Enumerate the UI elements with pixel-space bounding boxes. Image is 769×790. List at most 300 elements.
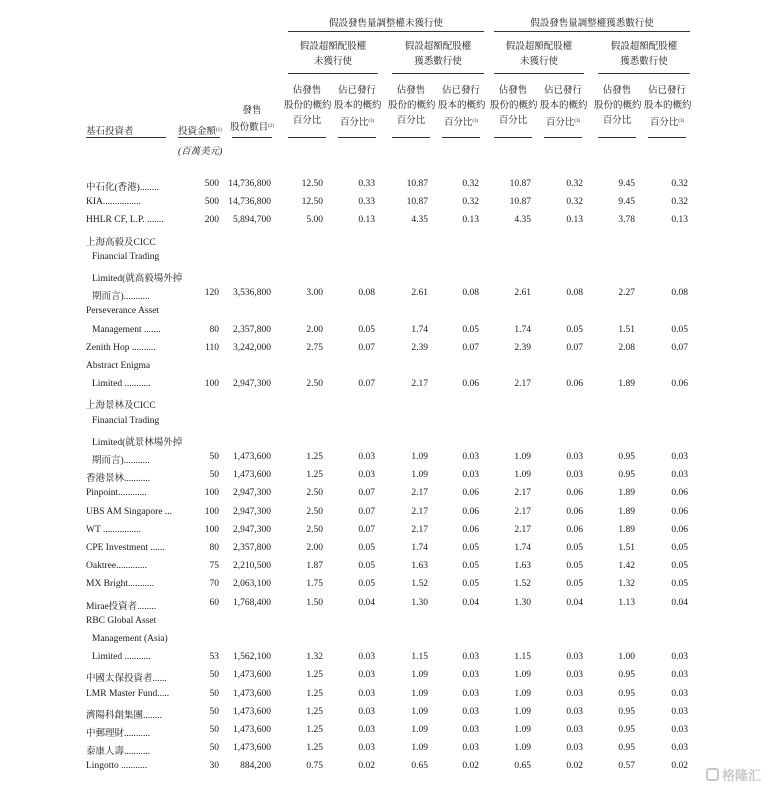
table-cell: 884,200 (240, 761, 271, 772)
table-cell: 1.09 (411, 688, 428, 699)
col-header-pct-issued: 佔已發行 股本的概約 百分比$^{(3)}$ (334, 86, 382, 128)
table-cell: 0.05 (462, 561, 479, 572)
table-cell: 0.03 (671, 688, 688, 699)
table-cell: 0.03 (358, 470, 375, 481)
table-cell: 0.02 (462, 761, 479, 772)
header-rule (232, 137, 272, 138)
header-rule (288, 73, 378, 74)
table-cell: 50 (209, 725, 219, 735)
col-header-pct-issued: 佔已發行 股本的概約 百分比$^{(3)}$ (644, 86, 692, 128)
watermark: 格隆汇 (706, 765, 761, 784)
investor-name: 中郵理財........... (86, 729, 151, 739)
table-cell: 1,768,400 (233, 597, 271, 608)
table-cell: 0.06 (566, 488, 583, 499)
table-cell: 2.75 (306, 342, 323, 353)
table-cell: 14,736,800 (228, 197, 271, 208)
investor-name: Zenith Hop .......... (86, 342, 156, 353)
table-cell: 0.75 (306, 761, 323, 772)
table-cell: 70 (209, 579, 219, 590)
table-cell: 3,242,000 (233, 342, 271, 353)
table-cell: 10.87 (509, 197, 531, 208)
table-cell: 0.02 (358, 761, 375, 772)
table-cell: 1.25 (306, 452, 323, 462)
table-cell: 0.07 (358, 506, 375, 517)
header-rule (442, 137, 480, 138)
table-cell: 80 (209, 543, 219, 553)
investor-name: Mirae投資者........ (86, 601, 157, 612)
amount-unit: (百萬美元) (178, 147, 223, 157)
table-cell: 0.06 (671, 488, 688, 499)
table-cell: 0.03 (358, 452, 375, 462)
table-cell: 0.05 (358, 561, 375, 572)
table-cell: 2,357,800 (233, 324, 271, 335)
table-cell: 1.87 (306, 561, 323, 572)
table-cell: 14,736,800 (228, 179, 271, 189)
investor-name: KIA................ (86, 197, 141, 208)
table-cell: 0.05 (566, 561, 583, 572)
table-cell: 0.57 (618, 761, 635, 772)
header-rule (288, 137, 326, 138)
table-cell: 53 (209, 652, 219, 663)
table-cell: 100 (204, 506, 219, 517)
table-cell: 1.51 (618, 324, 635, 335)
table-cell: 75 (209, 561, 219, 572)
table-cell: 0.03 (462, 652, 479, 663)
table-cell: 0.03 (358, 670, 375, 681)
table-cell: 120 (204, 288, 219, 299)
table-cell: 0.05 (358, 324, 375, 335)
table-cell: 0.03 (462, 688, 479, 699)
table-cell: 0.02 (671, 761, 688, 772)
table-cell: 500 (204, 197, 219, 208)
table-cell: 0.08 (671, 288, 688, 299)
investor-name: Limited(就高毅場外掉 (92, 274, 183, 284)
table-cell: 2.00 (306, 324, 323, 335)
investor-name: Management ....... (92, 324, 161, 335)
table-cell: 1,473,600 (233, 470, 271, 481)
table-cell: 0.13 (566, 215, 583, 226)
table-cell: 2,947,300 (233, 524, 271, 535)
table-cell: 2.17 (514, 488, 531, 499)
col-header-pct-issued: 佔已發行 股本的概約 百分比$^{(3)}$ (540, 86, 588, 128)
subheader-c: 假設超額配股權 未獲行使 (505, 42, 573, 67)
investor-name: WT ................ (86, 524, 141, 535)
group-header-exercised: 假設發售量調整權獲悉數行使 (530, 19, 654, 29)
table-cell: 0.32 (671, 197, 688, 208)
table-cell: 1,473,600 (233, 452, 271, 462)
table-cell: 0.03 (566, 706, 583, 717)
table-cell: 50 (209, 670, 219, 681)
table-cell: 1.25 (306, 670, 323, 681)
table-cell: 0.32 (462, 197, 479, 208)
investor-name: 濟陽科創集團........ (86, 710, 163, 721)
table-cell: 3.00 (306, 288, 323, 299)
table-cell: 1.09 (514, 706, 531, 717)
table-cell: 0.03 (462, 470, 479, 481)
table-cell: 0.95 (618, 725, 635, 735)
table-cell: 0.03 (566, 452, 583, 462)
investor-name: 中石化(香港)........ (86, 183, 159, 193)
investor-name: MX Bright........... (86, 579, 155, 590)
investor-name: Management (Asia) (92, 634, 168, 644)
table-cell: 1.74 (514, 324, 531, 335)
table-cell: 0.95 (618, 743, 635, 754)
col-header-shares: 發售 股份數目$^{(2)}$ (230, 106, 274, 133)
investor-name: Limited ........... (92, 379, 151, 390)
table-cell: 0.03 (671, 725, 688, 735)
table-cell: 1.09 (514, 670, 531, 681)
table-cell: 0.03 (566, 688, 583, 699)
table-cell: 9.45 (618, 179, 635, 189)
table-cell: 1.09 (514, 743, 531, 754)
table-cell: 0.06 (671, 379, 688, 390)
table-cell: 1.13 (618, 597, 635, 608)
table-cell: 0.05 (671, 543, 688, 553)
table-cell: 1.25 (306, 743, 323, 754)
table-cell: 2.39 (514, 342, 531, 353)
table-cell: 2.50 (306, 506, 323, 517)
table-cell: 1.52 (514, 579, 531, 590)
table-cell: 100 (204, 379, 219, 390)
table-cell: 2.08 (618, 342, 635, 353)
investor-name: Lingotto ........... (86, 761, 148, 772)
table-cell: 0.04 (462, 597, 479, 608)
table-cell: 1.32 (618, 579, 635, 590)
table-cell: 0.03 (358, 706, 375, 717)
col-header-pct-offer: 佔發售 股份的概約 百分比 (594, 86, 642, 126)
table-cell: 0.32 (462, 179, 479, 189)
table-cell: 0.08 (358, 288, 375, 299)
table-cell: 30 (209, 761, 219, 772)
table-cell: 50 (209, 706, 219, 717)
table-cell: 1.25 (306, 706, 323, 717)
table-cell: 2,357,800 (233, 543, 271, 553)
table-cell: 0.65 (514, 761, 531, 772)
table-cell: 2.50 (306, 488, 323, 499)
table-cell: 0.05 (671, 561, 688, 572)
investor-name: Abstract Enigma (86, 361, 151, 371)
investor-name: LMR Master Fund..... (86, 688, 170, 699)
table-cell: 0.04 (358, 597, 375, 608)
investor-name: 上海景林及CICC (86, 401, 156, 412)
table-cell: 2.17 (411, 488, 428, 499)
table-cell: 0.95 (618, 688, 635, 699)
table-cell: 1.09 (514, 725, 531, 735)
investor-name: 期而言)........... (92, 292, 150, 303)
table-cell: 1.25 (306, 688, 323, 699)
group-header-not-exercised: 假設發售量調整權未獲行使 (328, 19, 443, 29)
subheader-a: 假設超額配股權 未獲行使 (299, 42, 367, 67)
table-cell: 0.05 (358, 579, 375, 590)
header-rule (392, 73, 484, 74)
table-cell: 1.75 (306, 579, 323, 590)
table-cell: 1.09 (411, 743, 428, 754)
watermark-logo-icon (706, 768, 719, 781)
table-cell: 0.05 (462, 543, 479, 553)
table-cell: 100 (204, 524, 219, 535)
table-cell: 0.03 (671, 670, 688, 681)
header-rule (86, 137, 166, 138)
table-cell: 1.25 (306, 470, 323, 481)
table-cell: 2,210,500 (233, 561, 271, 572)
table-cell: 2,947,300 (233, 488, 271, 499)
table-cell: 1.51 (618, 543, 635, 553)
table-cell: 0.03 (671, 470, 688, 481)
table-cell: 0.05 (671, 579, 688, 590)
table-cell: 2.39 (411, 342, 428, 353)
table-cell: 0.08 (566, 288, 583, 299)
table-cell: 1.74 (514, 543, 531, 553)
investor-name: Pinpoint............ (86, 488, 147, 499)
table-cell: 2.61 (514, 288, 531, 299)
table-cell: 0.06 (462, 506, 479, 517)
table-cell: 0.05 (671, 324, 688, 335)
investor-name: Limited ........... (92, 652, 151, 663)
table-cell: 0.07 (462, 342, 479, 353)
header-rule (598, 73, 690, 74)
col-header-pct-offer: 佔發售 股份的概約 百分比 (388, 86, 436, 126)
col-header-amount: 投資金額$^{(1)}$ (178, 127, 222, 137)
table-cell: 1,473,600 (233, 725, 271, 735)
table-cell: 2,947,300 (233, 506, 271, 517)
table-cell: 1.63 (514, 561, 531, 572)
table-cell: 2.27 (618, 288, 635, 299)
table-cell: 0.07 (358, 379, 375, 390)
investor-name: Financial Trading (92, 415, 160, 426)
table-cell: 0.06 (566, 379, 583, 390)
table-cell: 1.89 (618, 379, 635, 390)
table-cell: 0.02 (566, 761, 583, 772)
table-cell: 0.32 (566, 179, 583, 189)
table-cell: 1.09 (411, 670, 428, 681)
table-cell: 1.15 (411, 652, 428, 663)
table-cell: 1,562,100 (233, 652, 271, 663)
table-cell: 1.74 (411, 543, 428, 553)
table-cell: 0.95 (618, 670, 635, 681)
col-header-investor: 基石投資者 (86, 127, 134, 137)
table-cell: 0.05 (462, 324, 479, 335)
subheader-b: 假設超額配股權 獲悉數行使 (404, 42, 472, 67)
table-cell: 2.17 (514, 524, 531, 535)
header-rule (392, 137, 430, 138)
table-cell: 0.03 (462, 706, 479, 717)
table-cell: 1,473,600 (233, 706, 271, 717)
table-cell: 50 (209, 452, 219, 462)
table-cell: 0.33 (358, 179, 375, 189)
table-cell: 80 (209, 324, 219, 335)
investor-name: Perseverance Asset (86, 306, 160, 317)
table-cell: 1.15 (514, 652, 531, 663)
table-cell: 0.03 (462, 670, 479, 681)
table-cell: 2.17 (514, 506, 531, 517)
table-cell: 3,536,800 (233, 288, 271, 299)
table-cell: 2.00 (306, 543, 323, 553)
table-cell: 10.87 (406, 197, 428, 208)
header-rule (544, 137, 582, 138)
investor-name: 期而言)........... (92, 456, 150, 466)
table-cell: 1.89 (618, 506, 635, 517)
table-cell: 5,894,700 (233, 215, 271, 226)
table-cell: 0.06 (671, 506, 688, 517)
investor-name: 泰康人壽........... (86, 747, 151, 758)
table-cell: 0.06 (462, 488, 479, 499)
investor-name: CPE Investment ...... (86, 543, 165, 553)
table-cell: 4.35 (514, 215, 531, 226)
investor-name: Limited(就景林場外掉 (92, 437, 183, 448)
table-cell: 0.32 (566, 197, 583, 208)
table-cell: 0.05 (462, 579, 479, 590)
table-cell: 0.03 (358, 725, 375, 735)
table-cell: 0.05 (566, 543, 583, 553)
table-cell: 2.61 (411, 288, 428, 299)
header-rule (288, 31, 484, 32)
table-cell: 0.06 (566, 524, 583, 535)
investor-name: 中國太保投資者...... (86, 674, 167, 685)
table-cell: 0.05 (566, 324, 583, 335)
table-cell: 2,063,100 (233, 579, 271, 590)
table-cell: 1.30 (514, 597, 531, 608)
table-cell: 0.03 (671, 652, 688, 663)
table-cell: 2.17 (411, 379, 428, 390)
table-cell: 2,947,300 (233, 379, 271, 390)
table-cell: 50 (209, 470, 219, 481)
col-header-pct-issued: 佔已發行 股本的概約 百分比$^{(3)}$ (438, 86, 486, 128)
table-cell: 1,473,600 (233, 670, 271, 681)
table-cell: 50 (209, 743, 219, 754)
table-cell: 2.50 (306, 524, 323, 535)
table-cell: 10.87 (406, 179, 428, 189)
table-cell: 9.45 (618, 197, 635, 208)
table-cell: 0.04 (566, 597, 583, 608)
table-cell: 0.06 (462, 524, 479, 535)
table-cell: 1.25 (306, 725, 323, 735)
table-cell: 12.50 (301, 197, 323, 208)
investor-name: UBS AM Singapore ... (86, 506, 173, 517)
table-cell: 1.09 (411, 452, 428, 462)
table-cell: 2.17 (411, 524, 428, 535)
table-cell: 1.30 (411, 597, 428, 608)
table-cell: 0.03 (671, 706, 688, 717)
table-cell: 1.89 (618, 488, 635, 499)
investor-name: 香港景林........... (86, 474, 151, 485)
col-header-pct-offer: 佔發售 股份的概約 百分比 (490, 86, 538, 126)
table-cell: 0.95 (618, 470, 635, 481)
header-rule (178, 137, 220, 138)
table-cell: 12.50 (301, 179, 323, 189)
table-cell: 0.32 (671, 179, 688, 189)
investor-name: RBC Global Asset (86, 615, 157, 626)
header-rule (338, 137, 376, 138)
table-cell: 0.06 (566, 506, 583, 517)
table-cell: 4.35 (411, 215, 428, 226)
table-cell: 200 (204, 215, 219, 226)
table-cell: 0.03 (358, 652, 375, 663)
header-rule (494, 137, 532, 138)
table-cell: 0.95 (618, 706, 635, 717)
table-cell: 0.03 (358, 688, 375, 699)
table-cell: 0.07 (358, 342, 375, 353)
table-cell: 0.03 (462, 452, 479, 462)
table-cell: 2.17 (514, 379, 531, 390)
table-cell: 0.07 (671, 342, 688, 353)
table-cell: 0.05 (358, 543, 375, 553)
table-cell: 0.33 (358, 197, 375, 208)
table-cell: 1.09 (411, 470, 428, 481)
table-cell: 10.87 (509, 179, 531, 189)
table-cell: 1.00 (618, 652, 635, 663)
table-cell: 0.03 (462, 743, 479, 754)
table-cell: 0.13 (671, 215, 688, 226)
table-cell: 500 (204, 179, 219, 189)
table-cell: 0.03 (566, 743, 583, 754)
table-cell: 0.03 (671, 452, 688, 462)
table-cell: 110 (205, 342, 219, 353)
table-cell: 0.03 (566, 652, 583, 663)
investor-name: Financial Trading (92, 251, 160, 262)
table-cell: 1,473,600 (233, 688, 271, 699)
table-cell: 0.05 (566, 579, 583, 590)
investor-name: 上海高毅及CICC (86, 237, 156, 248)
table-cell: 0.03 (566, 725, 583, 735)
table-cell: 0.03 (566, 470, 583, 481)
table-cell: 1.09 (514, 470, 531, 481)
table-cell: 0.08 (462, 288, 479, 299)
table-cell: 0.07 (358, 524, 375, 535)
table-cell: 1.89 (618, 524, 635, 535)
table-cell: 0.65 (411, 761, 428, 772)
table-cell: 1.74 (411, 324, 428, 335)
table-cell: 0.07 (566, 342, 583, 353)
table-cell: 0.03 (566, 670, 583, 681)
table-cell: 60 (209, 597, 219, 608)
investor-name: HHLR CF, L.P. ....... (86, 215, 164, 226)
investor-name: Oaktree............. (86, 561, 147, 572)
header-rule (648, 137, 686, 138)
table-cell: 0.06 (671, 524, 688, 535)
table-cell: 0.95 (618, 452, 635, 462)
table-cell: 1.52 (411, 579, 428, 590)
table-cell: 0.04 (671, 597, 688, 608)
table-cell: 1.09 (411, 706, 428, 717)
header-rule (598, 137, 636, 138)
table-cell: 2.17 (411, 506, 428, 517)
table-cell: 0.13 (462, 215, 479, 226)
table-cell: 0.03 (462, 725, 479, 735)
subheader-d: 假設超額配股權 獲悉數行使 (610, 42, 678, 67)
table-cell: 100 (204, 488, 219, 499)
table-cell: 1,473,600 (233, 743, 271, 754)
header-rule (494, 31, 690, 32)
table-cell: 2.50 (306, 379, 323, 390)
table-cell: 1.09 (514, 688, 531, 699)
table-cell: 0.06 (462, 379, 479, 390)
table-cell: 5.00 (306, 215, 323, 226)
header-rule (494, 73, 584, 74)
table-cell: 0.03 (358, 743, 375, 754)
table-cell: 1.09 (411, 725, 428, 735)
table-cell: 1.32 (306, 652, 323, 663)
table-cell: 1.50 (306, 597, 323, 608)
table-cell: 0.13 (358, 215, 375, 226)
table-cell: 1.09 (514, 452, 531, 462)
table-cell: 3.78 (618, 215, 635, 226)
table-cell: 1.63 (411, 561, 428, 572)
table-cell: 1.42 (618, 561, 635, 572)
table-cell: 50 (209, 688, 219, 699)
table-cell: 0.03 (671, 743, 688, 754)
table-cell: 0.07 (358, 488, 375, 499)
col-header-pct-offer: 佔發售 股份的概約 百分比 (284, 86, 332, 126)
